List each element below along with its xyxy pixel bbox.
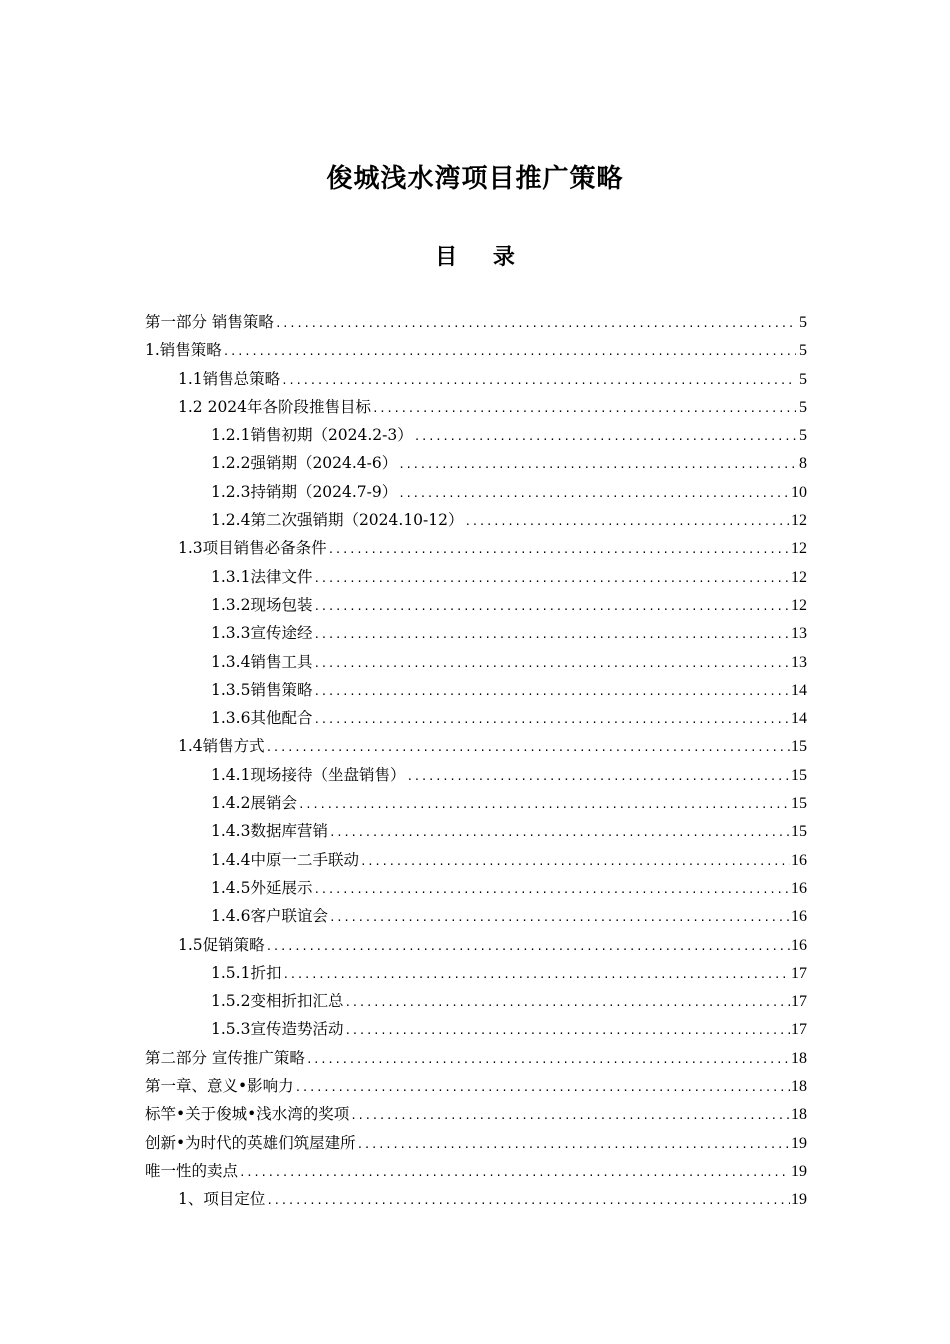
toc-leader-dots — [313, 678, 790, 706]
toc-entry[interactable] — [145, 336, 807, 364]
toc-entry-page-number: 18 — [791, 1078, 807, 1096]
toc-entry-page-number: 12 — [791, 596, 807, 614]
toc-entry[interactable] — [145, 1015, 807, 1043]
toc-entry[interactable] — [145, 506, 807, 534]
toc-entry-page-number: 17 — [791, 964, 807, 982]
toc-leader-dots — [313, 621, 790, 649]
toc-entry-label: 1.2.3持销期（2024.7-9） — [211, 482, 398, 501]
toc-entry-page-number: 13 — [791, 653, 807, 671]
toc-entry-page-number: 5 — [799, 427, 807, 445]
toc-leader-dots — [329, 904, 790, 932]
document-title: 俊城浅水湾项目推广策略 — [326, 164, 624, 194]
toc-entry-label: 1.2.4第二次强销期（2024.10-12） — [211, 511, 464, 530]
toc-entry-label: 1.4.5外延展示 — [211, 878, 313, 897]
toc-entry-label: 1.4.3数据库营销 — [211, 822, 328, 841]
toc-entry-label: 1.3.4销售工具 — [211, 652, 313, 671]
toc-entry[interactable] — [145, 817, 807, 845]
toc-leader-dots — [328, 536, 790, 564]
toc-entry-page-number: 5 — [799, 370, 807, 388]
toc-entry-page-number: 5 — [799, 342, 807, 360]
toc-entry[interactable] — [145, 563, 807, 591]
toc-entry-page-number: 16 — [791, 879, 807, 897]
toc-entry[interactable] — [145, 1157, 807, 1185]
toc-entry-page-number: 15 — [791, 823, 807, 841]
toc-entry[interactable] — [145, 704, 807, 732]
toc-leader-dots — [398, 480, 790, 508]
toc-entry[interactable] — [145, 789, 807, 817]
toc-entry-page-number: 18 — [791, 1049, 807, 1067]
toc-entry-label: 1.5.1折扣 — [211, 963, 282, 982]
toc-entry-label: 第二部分 宣传推广策略 — [145, 1048, 305, 1067]
toc-leader-dots — [313, 593, 790, 621]
toc-leader-dots — [350, 1102, 790, 1130]
toc-entry-label: 1.2.1销售初期（2024.2-3） — [211, 426, 413, 445]
toc-entry-page-number: 16 — [791, 936, 807, 954]
toc-entry-label: 唯一性的卖点 — [145, 1161, 239, 1180]
toc-entry-label: 1.5.2变相折扣汇总 — [211, 992, 344, 1011]
toc-entry[interactable] — [145, 1100, 807, 1128]
toc-entry[interactable] — [145, 874, 807, 902]
toc-leader-dots — [414, 423, 796, 451]
toc-leader-dots — [275, 310, 796, 338]
toc-entry-label: 1.4.2展销会 — [211, 794, 297, 813]
toc-entry-label: 1.3.2现场包装 — [211, 595, 313, 614]
toc-leader-dots — [313, 650, 790, 678]
toc-entry-label: 1.5促销策略 — [178, 935, 265, 954]
toc-entry[interactable] — [145, 421, 807, 449]
toc-leader-dots — [282, 961, 790, 989]
toc-entry-page-number: 19 — [791, 1191, 807, 1209]
toc-leader-dots — [239, 1159, 790, 1187]
toc-leader-dots — [298, 791, 790, 819]
toc-entry-page-number: 8 — [799, 455, 807, 473]
toc-leader-dots — [313, 706, 790, 734]
toc-entry-label: 1.1销售总策略 — [178, 369, 281, 388]
toc-leader-dots — [357, 1131, 790, 1159]
toc-entry-page-number: 16 — [791, 851, 807, 869]
toc-leader-dots — [306, 1046, 790, 1074]
toc-entry-label: 第一章、意义•影响力 — [145, 1077, 294, 1096]
toc-leader-dots — [344, 989, 790, 1017]
toc-entry-label: 1.4.6客户联谊会 — [211, 907, 328, 926]
toc-leader-dots — [266, 734, 790, 762]
toc-entry-label: 1.2.2强销期（2024.4-6） — [211, 454, 398, 473]
toc-leader-dots — [372, 395, 796, 423]
toc-leader-dots — [329, 819, 790, 847]
toc-entry-page-number: 19 — [791, 1162, 807, 1180]
toc-entry[interactable] — [145, 987, 807, 1015]
toc-entry[interactable] — [145, 846, 807, 874]
toc-entry-label: 1.3.5销售策略 — [211, 680, 313, 699]
toc-leader-dots — [281, 367, 796, 395]
toc-entry-page-number: 14 — [791, 681, 807, 699]
toc-entry[interactable] — [145, 761, 807, 789]
toc-entry[interactable] — [145, 732, 807, 760]
toc-entry-page-number: 15 — [791, 738, 807, 756]
toc-entry-label: 1.5.3宣传造势活动 — [211, 1020, 344, 1039]
toc-entry[interactable] — [145, 308, 807, 336]
toc-entry[interactable] — [145, 619, 807, 647]
toc-entry[interactable] — [145, 959, 807, 987]
toc-entry[interactable] — [145, 534, 807, 562]
toc-leader-dots — [313, 876, 790, 904]
toc-entry[interactable] — [145, 931, 807, 959]
toc-entry[interactable] — [145, 676, 807, 704]
toc-entry[interactable] — [145, 449, 807, 477]
toc-entry-page-number: 10 — [791, 483, 807, 501]
toc-leader-dots — [295, 1074, 790, 1102]
toc-entry[interactable] — [145, 1072, 807, 1100]
toc-entry-page-number: 17 — [791, 1021, 807, 1039]
toc-entry-label: 创新•为时代的英雄们筑屋建所 — [145, 1133, 356, 1152]
toc-entry-label: 1.销售策略 — [145, 341, 222, 360]
toc-entry-label: 1.3.3宣传途经 — [211, 624, 313, 643]
toc-leader-dots — [313, 565, 790, 593]
toc-leader-dots — [223, 338, 796, 366]
toc-entry-label: 1.4.1现场接待（坐盘销售） — [211, 765, 406, 784]
toc-entry-label: 1.4销售方式 — [178, 737, 265, 756]
toc-entry[interactable] — [145, 591, 807, 619]
toc-leader-dots — [344, 1017, 790, 1045]
toc-heading: 目 录 — [435, 245, 529, 270]
toc-entry[interactable] — [145, 393, 807, 421]
toc-entry[interactable] — [145, 365, 807, 393]
toc-entry-label: 第一部分 销售策略 — [145, 313, 274, 331]
toc-entry-page-number: 15 — [791, 766, 807, 784]
toc-entry-page-number: 5 — [799, 398, 807, 416]
toc-entry-page-number: 18 — [791, 1106, 807, 1124]
toc-entry[interactable] — [145, 1044, 807, 1072]
toc-entry-page-number: 19 — [791, 1134, 807, 1152]
toc-entry-page-number: 12 — [791, 512, 807, 530]
toc-entry-page-number: 14 — [791, 710, 807, 728]
table-of-contents — [145, 308, 807, 1214]
toc-entry-label: 1.3.6其他配合 — [211, 709, 313, 728]
toc-entry-label: 1.3项目销售必备条件 — [178, 539, 327, 558]
toc-entry-label: 1、项目定位 — [178, 1190, 266, 1209]
toc-entry-label: 1.4.4中原一二手联动 — [211, 850, 359, 869]
toc-entry[interactable] — [145, 648, 807, 676]
toc-entry-page-number: 16 — [791, 908, 807, 926]
toc-entry-page-number: 5 — [799, 314, 807, 331]
toc-leader-dots — [266, 933, 790, 961]
toc-entry-page-number: 12 — [791, 568, 807, 586]
toc-leader-dots — [406, 763, 790, 791]
toc-entry[interactable] — [145, 1185, 807, 1213]
toc-entry-label: 标竿•关于俊城•浅水湾的奖项 — [145, 1105, 350, 1124]
toc-entry-page-number: 13 — [791, 625, 807, 643]
toc-leader-dots — [360, 848, 790, 876]
toc-entry-page-number: 17 — [791, 993, 807, 1011]
toc-leader-dots — [266, 1187, 790, 1215]
toc-entry-page-number: 12 — [791, 540, 807, 558]
toc-entry[interactable] — [145, 1129, 807, 1157]
toc-leader-dots — [465, 508, 791, 536]
toc-entry[interactable] — [145, 478, 807, 506]
toc-entry-page-number: 15 — [791, 795, 807, 813]
toc-leader-dots — [398, 451, 796, 479]
toc-entry-label: 1.2 2024年各阶段推售目标 — [178, 397, 372, 416]
toc-entry-label: 1.3.1法律文件 — [211, 567, 313, 586]
toc-entry[interactable] — [145, 902, 807, 930]
